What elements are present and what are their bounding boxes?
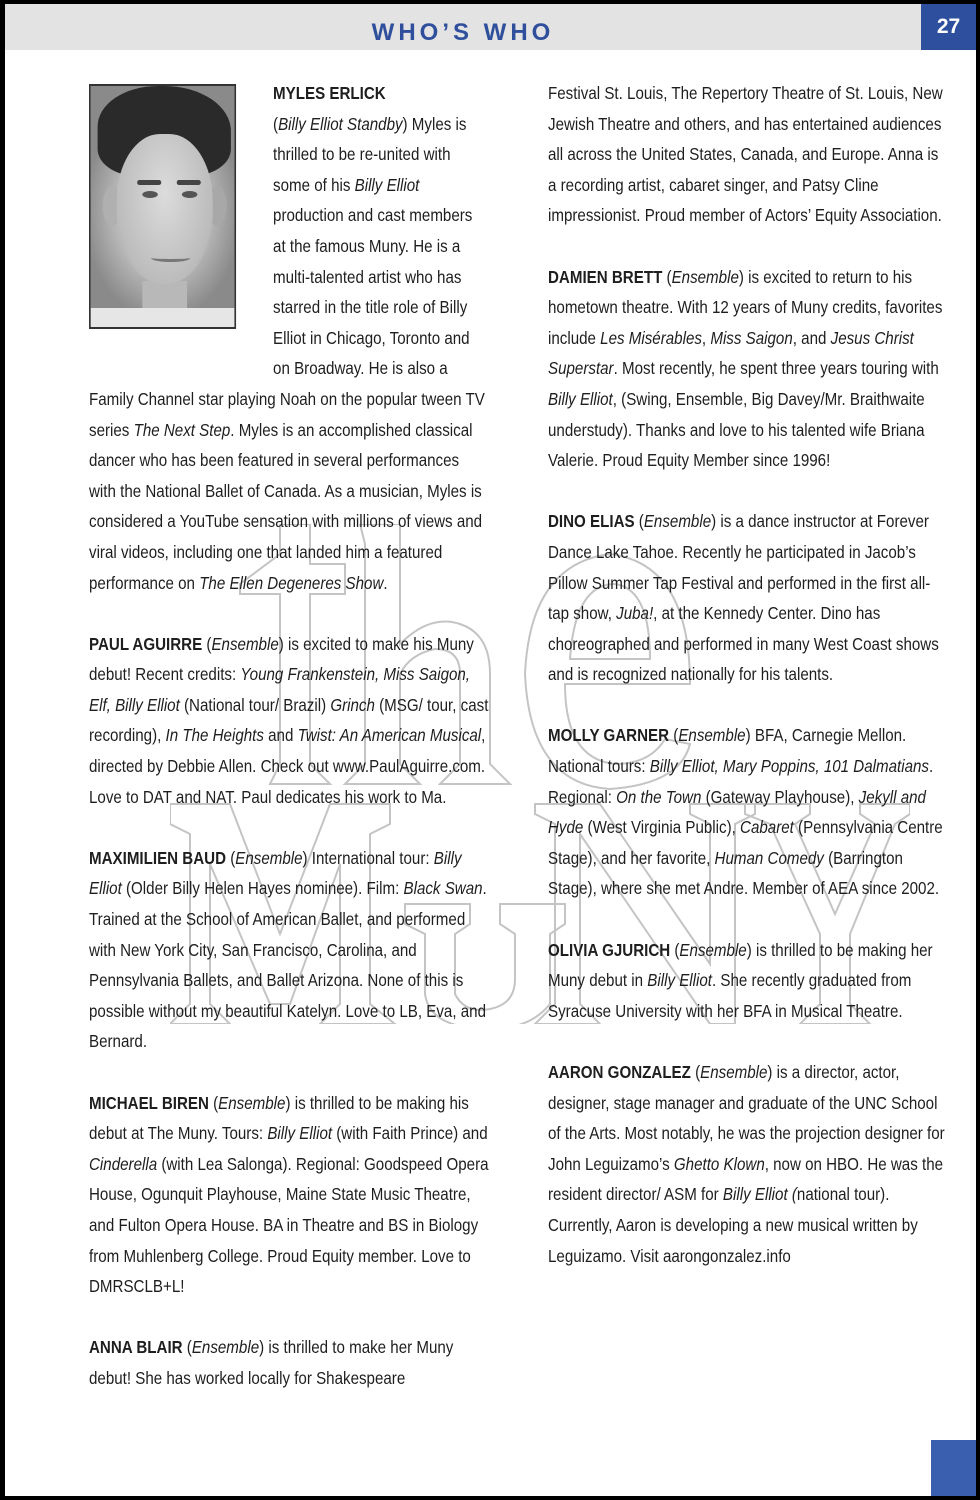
role-or-title: Ensemble — [643, 511, 712, 532]
bio-text: , directed by Debbie Allen. Check out www.PaulAguirre.com. Love to DAT and NAT. Paul dedicates his work to Ma. — [89, 725, 486, 807]
bio-entry — [548, 720, 948, 904]
headshot-wrapper — [89, 78, 273, 361]
role-or-title: Young Frankenstein, Miss Saigon, Elf, Billy Elliot — [89, 664, 471, 715]
bio-text: (Gateway Playhouse), — [701, 786, 859, 807]
right-column — [548, 78, 948, 1302]
bio-text: (Pennsylvania Centre Stage), and her favorite, — [548, 817, 943, 868]
bio-text: ) is thrilled to be making his debut at The Muny. Tours: — [89, 1092, 469, 1144]
bio-entry — [89, 1088, 489, 1302]
role-or-title: Billy Elliot Standby — [278, 113, 403, 134]
role-or-title: Ensemble — [191, 1337, 260, 1358]
bio-text: (MSG/ tour, cast recording), — [89, 694, 489, 746]
role-or-title: Ghetto Klown — [673, 1153, 765, 1174]
role-or-title: Ensemble — [235, 847, 303, 868]
right-column-text — [548, 78, 948, 1271]
left-column — [89, 78, 489, 1394]
performer-name: ANNA BLAIR — [89, 1337, 183, 1358]
role-or-title: Human Comedy — [714, 847, 824, 868]
role-or-title: Billy Elliot ( — [722, 1184, 797, 1205]
bio-text: (with Lea Salonga). Regional: Goodspeed Opera House, Ogunquit Playhouse, Maine State Music Theatre, and Fulton Opera House. BA in Theatre and BS in Biology from Muhlenberg College. Proud Equity member. Love to DMRSCLB+L! — [89, 1153, 489, 1297]
page-number: 27 — [921, 4, 976, 50]
bio-text: . Most recently, he spent three years touring with — [613, 358, 939, 379]
bio-text: ) is a dance instructor at Forever Dance Lake Tahoe. Recently he participated in Jacob’s Pillow Summer Tap Festival and performed in the first all-tap show, — [548, 511, 931, 624]
role-or-title: Billy Elliot — [548, 388, 613, 409]
bio-text: , at the Kennedy Center. Dino has choreographed and performed in many West Coast shows and is recognized nationally for his talents. — [548, 603, 939, 685]
role-or-title: Billy Elliot — [647, 970, 713, 991]
role-or-title: Ensemble — [678, 725, 746, 746]
bio-text: ( — [690, 1062, 701, 1082]
bio-entry — [89, 78, 489, 598]
bio-text: , (Swing, Ensemble, Big Davey/Mr. Braithwaite understudy). Thanks and love to his talented wife Briana Valerie. Proud Equity Member since 1996! — [548, 388, 925, 471]
bio-text: ( — [202, 633, 212, 654]
performer-name: DAMIEN BRETT — [548, 266, 663, 287]
role-or-title: On the Town — [616, 786, 702, 807]
role-or-title: Miss Saigon — [710, 327, 793, 348]
bio-text: . — [383, 572, 388, 593]
bio-text: ) Myles is thrilled to be re-united with some of his — [273, 113, 467, 195]
role-or-title: The Ellen Degeneres Show — [199, 572, 384, 593]
performer-name: PAUL AGUIRRE — [89, 633, 203, 654]
bio-entry — [89, 629, 489, 813]
bio-text: ) is thrilled to make her Muny debut! She has worked locally for Shakespeare — [89, 1337, 454, 1388]
bio-text: . Regional: — [548, 756, 934, 807]
bio-text: . Trained at the School of American Ballet, and performed with New York City, San Francisco, Carolina, and Pennsylvania Ballets, and Ballet Arizona. None of this is possible without my beautiful Katelyn. Love to LB, Eva, and Bernard. — [89, 878, 487, 1052]
role-or-title: Ensemble — [679, 939, 747, 960]
role-or-title: Ensemble — [671, 266, 739, 287]
headshot-photo — [89, 84, 236, 329]
performer-name: MAXIMILIEN BAUD — [89, 847, 227, 868]
page-title: WHO’S WHO — [371, 19, 555, 46]
bio-text: ( — [182, 1337, 192, 1358]
bio-text: and — [263, 725, 298, 746]
bio-text: , now on HBO. He was the resident director/ ASM for — [548, 1153, 944, 1205]
bio-text: (National tour/ Brazil) — [179, 694, 331, 715]
bio-text: (Barrington Stage), where she met Andre. Member of AEA since 2002. — [548, 847, 940, 899]
page-corner-tab — [931, 1440, 976, 1496]
bio-text: ( — [662, 266, 672, 287]
bio-text: ) is thrilled to be making her Muny debut in — [548, 939, 933, 991]
bio-entry — [548, 506, 948, 690]
bio-entry — [548, 262, 948, 476]
bio-text: production and cast members at the famous Muny. He is a multi-talented artist who has starred in the title role of Billy Elliot in Chicago, Toronto and on Broadway. He is also a Family Channel star playing Noah on the popular tween TV series — [89, 205, 485, 440]
bio-text: . Myles is an accomplished classical dancer who has been featured in several performances with the National Ballet of Canada. As a musician, Myles is considered a YouTube sensation with millions of views and viral videos, including one that landed him a featured performance on — [89, 419, 483, 593]
role-or-title: Jekyll and Hyde — [548, 786, 926, 838]
program-page — [5, 4, 976, 1496]
bio-text: ( — [208, 1092, 219, 1113]
bio-entry — [89, 843, 489, 1057]
bio-text: . She recently graduated from Syracuse University with her BFA in Musical Theatre. — [548, 970, 912, 1021]
bio-text: ( — [670, 939, 680, 960]
bio-entry — [89, 1332, 489, 1393]
role-or-title: Les Misérables — [600, 327, 702, 348]
performer-name: MICHAEL BIREN — [89, 1092, 209, 1113]
bio-text: , — [701, 327, 711, 348]
bio-text: ) is excited to return to his hometown theatre. With 12 years of Muny credits, favorites include — [548, 266, 943, 348]
role-or-title: Grinch — [330, 694, 375, 715]
performer-name: MOLLY GARNER — [548, 725, 670, 746]
role-or-title: Cabaret — [740, 817, 794, 838]
role-or-title: The Next Step — [133, 419, 231, 440]
role-or-title: Billy Elliot — [89, 847, 462, 899]
bio-entry — [548, 935, 948, 1027]
role-or-title: Twist: An American Musical — [297, 725, 482, 746]
role-or-title: Juba! — [616, 603, 654, 624]
role-or-title: Billy Elliot — [354, 174, 420, 195]
left-column-text — [89, 78, 489, 1394]
role-or-title: Ensemble — [211, 633, 279, 654]
role-or-title: Ensemble — [218, 1092, 286, 1113]
role-or-title: Cinderella — [89, 1153, 158, 1174]
bio-text: Festival St. Louis, The Repertory Theatre of St. Louis, New Jewish Theatre and others, and has entertained audiences all across the United States, Canada, and Europe. Anna is a recording artist, cabaret singer, and Patsy Cline impressionist. Proud member of Actors’ Equity Association. — [548, 83, 943, 226]
role-or-title: In The Heights — [165, 725, 264, 746]
bio-text: , and — [792, 327, 831, 348]
bio-text: ( — [634, 511, 644, 532]
bio-entry — [548, 1057, 948, 1271]
bio-text: ( — [669, 725, 679, 746]
bio-text: ) is excited to make his Muny debut! Recent credits: — [89, 633, 474, 685]
performer-name: OLIVIA GJURICH — [548, 939, 671, 960]
bio-text: ( — [273, 113, 279, 134]
bio-text: ) International tour: — [302, 847, 434, 868]
role-or-title: Billy Elliot, Mary Poppins, 101 Dalmatians — [649, 756, 929, 777]
role-or-title: Ensemble — [700, 1062, 768, 1082]
performer-name: MYLES ERLICK — [273, 83, 386, 103]
role-or-title: Black Swan — [403, 878, 483, 899]
role-or-title: Jesus Christ Superstar — [548, 327, 914, 379]
bio-text: (West Virginia Public), — [583, 817, 741, 838]
bio-text: (Older Billy Helen Hayes nominee). Film: — [121, 878, 404, 899]
bio-text: ( — [226, 847, 236, 868]
role-or-title: Billy Elliot — [267, 1123, 333, 1144]
bio-text: national tour). Currently, Aaron is developing a new musical written by Leguizamo. Visit aarongonzalez.info — [548, 1184, 918, 1266]
performer-name: DINO ELIAS — [548, 511, 635, 532]
bio-entry — [548, 78, 948, 231]
performer-name: AARON GONZALEZ — [548, 1062, 691, 1082]
bio-text: ) BFA, Carnegie Mellon. National tours: — [548, 725, 907, 777]
bio-text: ) is a director, actor, designer, stage manager and graduate of the UNC School of the Arts. Most notably, he was the projection designer for John Leguizamo’s — [548, 1062, 945, 1174]
bio-text: (with Faith Prince) and — [332, 1123, 488, 1144]
